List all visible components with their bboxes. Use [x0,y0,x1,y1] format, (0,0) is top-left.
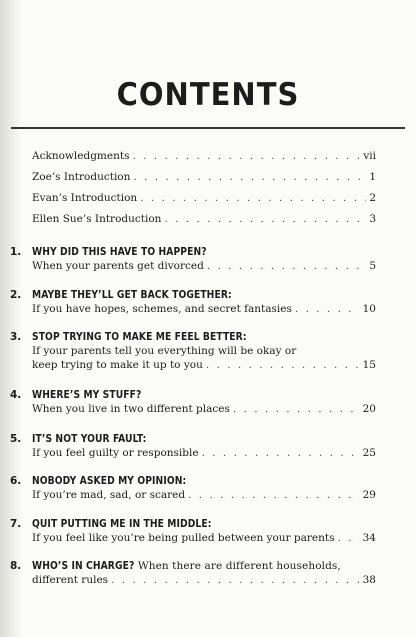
dot-leader [207,259,366,273]
toc-entry-page: 2 [369,192,376,204]
chapter-number: 6. [10,475,22,487]
toc-chapter-3 [10,331,376,372]
chapter-subtitle: If you have hopes, schemes, and secret fantasies [32,303,292,315]
toc-entry-page: 3 [369,213,376,225]
dot-leader [111,573,360,587]
chapter-subtitle-line [32,573,376,587]
chapter-subtitle: If you feel guilty or responsible [32,447,199,459]
chapter-number: 2. [10,289,22,301]
chapter-subtitle: If you feel like you’re being pulled between your parents [32,532,335,544]
toc-chapter-8 [10,560,376,587]
chapter-heading: WHERE’S MY STUFF? [32,390,142,401]
dot-leader [164,213,366,226]
chapter-number: 4. [10,389,22,401]
toc-entry-page: vii [363,150,376,162]
chapter-subtitle-line [32,302,376,316]
dot-leader [206,358,360,372]
page-title: CONTENTS [116,75,300,113]
toc-entry-title: Ellen Sue’s Introduction [32,213,162,225]
chapter-page: 15 [362,359,376,371]
toc-chapter-7 [10,518,376,545]
chapter-subtitle-first-line: If your parents tell you everything will be okay or [32,345,297,357]
toc-chapter-1 [10,246,376,273]
chapter-subtitle: If you’re mad, sad, or scared [32,489,186,501]
chapter-subtitle-line [32,402,376,416]
chapter-page: 25 [362,447,376,459]
dot-leader [233,402,360,416]
dot-leader [133,171,366,184]
toc-chapter-6 [10,475,376,502]
chapter-subtitle-line [32,531,376,545]
toc-entry-ellen-sue-introduction [32,213,376,226]
chapter-subtitle: keep trying to make it up to you [32,359,203,371]
chapter-heading: MAYBE THEY’LL GET BACK TOGETHER: [32,290,232,301]
chapter-number: 8. [10,560,22,572]
chapter-page: 29 [362,489,376,501]
toc-entry-title: Acknowledgments [32,150,130,162]
chapter-heading: NOBODY ASKED MY OPINION: [32,476,187,487]
dot-leader [295,302,360,316]
dot-leader [132,150,360,163]
chapter-number: 5. [10,433,22,445]
chapter-heading: WHO’S IN CHARGE? [32,561,135,572]
toc-entry-title: Evan’s Introduction [32,192,138,204]
chapter-page: 20 [362,403,376,415]
chapter-subtitle-line [32,259,376,273]
chapter-subtitle: different rules [32,574,109,586]
toc-entry-evan-introduction [32,192,376,205]
chapter-number: 1. [10,246,22,258]
toc-entry-zoe-introduction [32,171,376,184]
chapter-heading: QUIT PUTTING ME IN THE MIDDLE: [32,519,212,530]
chapter-heading: STOP TRYING TO MAKE ME FEEL BETTER: [32,332,247,343]
chapter-page: 34 [362,532,376,544]
dot-leader [338,531,360,545]
title-rule [11,127,405,129]
chapter-subtitle-line [32,358,376,372]
chapter-number: 7. [10,518,22,530]
chapter-heading: IT’S NOT YOUR FAULT: [32,434,147,445]
chapter-subtitle-line [32,488,376,502]
chapter-heading-inline-subtitle: When there are different households, [134,560,341,572]
toc-entry-page: 1 [369,171,376,183]
chapter-page: 38 [362,574,376,586]
toc-chapter-4 [10,389,376,416]
chapter-heading-line [32,560,376,573]
toc-entry-title: Zoe’s Introduction [32,171,131,183]
dot-leader [188,488,360,502]
chapter-subtitle: When your parents get divorced [32,260,204,272]
dot-leader [140,192,366,205]
dot-leader [202,446,360,460]
toc-chapter-2 [10,289,376,316]
chapter-page: 5 [369,260,376,272]
chapter-number: 3. [10,331,22,343]
chapter-subtitle: When you live in two different places [32,403,230,415]
chapter-heading: WHY DID THIS HAVE TO HAPPEN? [32,247,207,258]
toc-chapter-5 [10,433,376,460]
toc-entry-acknowledgments [32,150,376,163]
chapter-subtitle-line [32,446,376,460]
chapter-page: 10 [362,303,376,315]
